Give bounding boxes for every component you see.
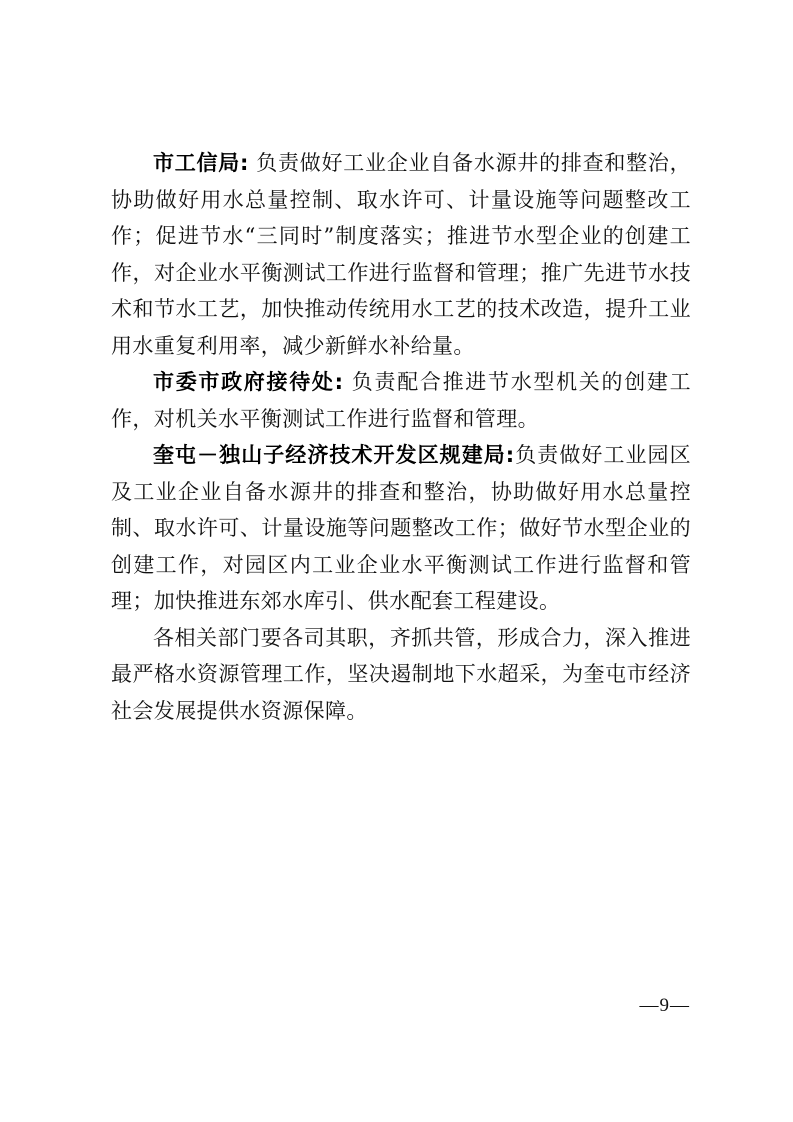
- paragraph-text: 各相关部门要各司其职，齐抓共管，形成合力，深入推进最严格水资源管理工作，坚决遏制地下水超采，为奎屯市经济社会发展提供水资源保障。: [111, 625, 691, 723]
- paragraph-closing: [111, 620, 691, 730]
- paragraph-text: 负责配合推进节水型机关的创建工作，对机关水平衡测试工作进行监督和管理。: [111, 370, 692, 431]
- paragraph-text: 负责做好工业园区及工业企业自备水源井的排查和整治，协助做好用水总量控制、取水许可、计量设施等问题整改工作；做好节水型企业的创建工作，对园区内工业企业水平衡测试工作进行监督和管理；加快推进东郊水库引、供水配套工程建设。: [111, 443, 691, 613]
- paragraph-lead: 市委市政府接待处:: [153, 370, 344, 394]
- paragraph-development-zone: [111, 437, 691, 620]
- page-number: —9—: [639, 995, 690, 1016]
- paragraph-industry-bureau: [111, 145, 691, 364]
- paragraph-reception-office: [111, 364, 691, 437]
- paragraph-lead: 市工信局:: [153, 151, 249, 175]
- paragraph-lead: 奎屯－独山子经济技术开发区规建局:: [153, 443, 515, 467]
- document-body: [111, 145, 691, 729]
- paragraph-text: 负责做好工业企业自备水源井的排查和整治，协助做好用水总量控制、取水许可、计量设施等问题整改工作；促进节水“三同时”制度落实；推进节水型企业的创建工作，对企业水平衡测试工作进行监督和管理；推广先进节水技术和节水工艺，加快推动传统用水工艺的技术改造，提升工业用水重复利用率，减少新鲜水补给量。: [111, 151, 692, 358]
